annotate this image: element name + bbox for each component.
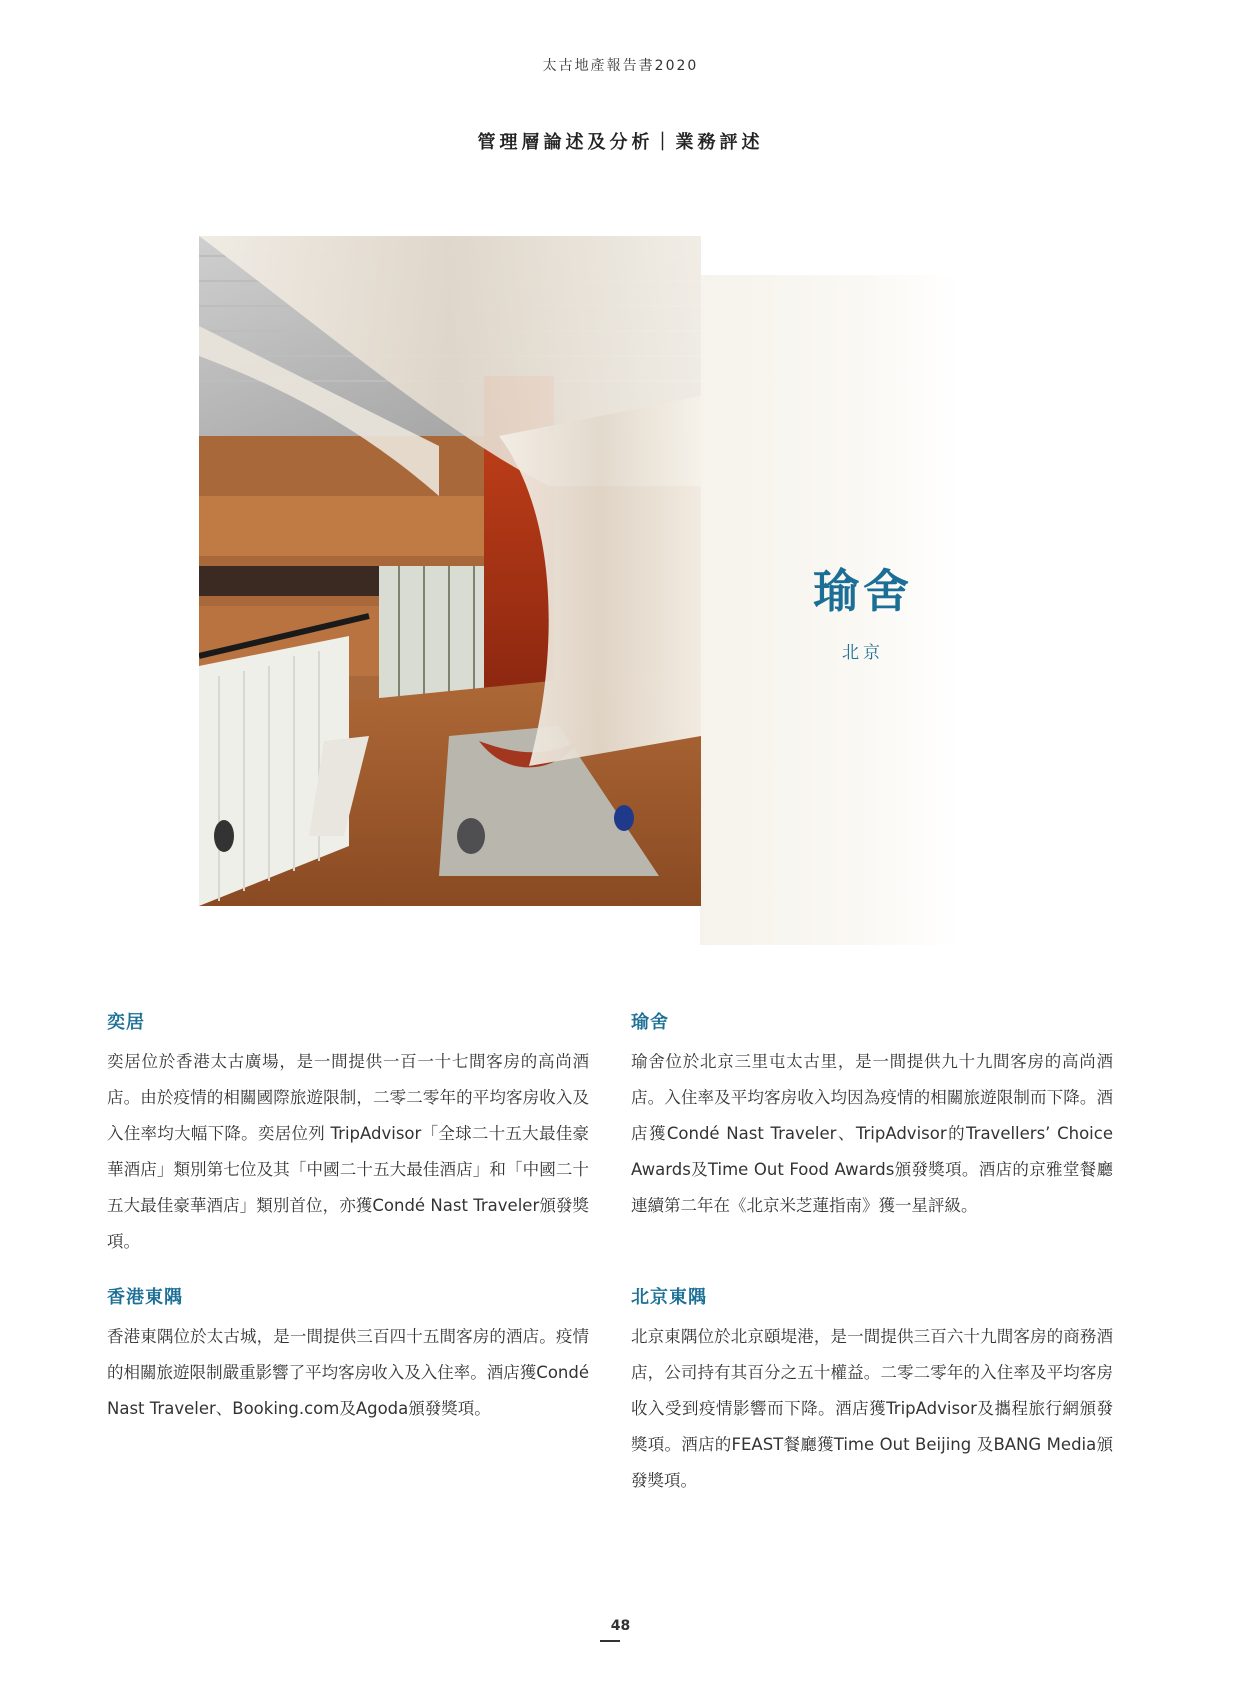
section-heading: 北京東隅 bbox=[631, 1287, 707, 1308]
page-number: 48 bbox=[610, 1618, 631, 1634]
hotel-photo bbox=[199, 236, 701, 906]
section-heading: 奕居 bbox=[107, 1012, 145, 1033]
section-body: 奕居位於香港太古廣場，是一間提供一百一十七間客房的高尚酒店。由於疫情的相關國際旅遊限制，二零二零年的平均客房收入及入住率均大幅下降。奕居位列 TripAdvisor「全球二十五大最佳豪華酒店」類別第七位及其「中國二十五大最佳酒店」和「中國二十五大最佳豪華酒店」類別首位，亦獲Condé Nast Traveler頒發獎項。 bbox=[107, 1052, 589, 1251]
section-east-hong-kong bbox=[107, 1283, 589, 1427]
section-heading: 瑜舍 bbox=[631, 1012, 669, 1033]
page-number-underline bbox=[600, 1640, 620, 1642]
section-heading: 香港東隅 bbox=[107, 1287, 183, 1308]
feature-hotel-name: 瑜舍 bbox=[813, 564, 913, 618]
section-east-residence bbox=[107, 1008, 589, 1260]
section-east-beijing bbox=[631, 1283, 1113, 1499]
feature-hotel-city: 北京 bbox=[842, 643, 884, 663]
section-body: 北京東隅位於北京頤堤港，是一間提供三百六十九間客房的商務酒店，公司持有其百分之五十權益。二零二零年的入住率及平均客房收入受到疫情影響而下降。酒店獲TripAdvisor及攜程旅行網頒發獎項。酒店的FEAST餐廳獲Time Out Beijing 及BANG Media頒發獎項。 bbox=[631, 1327, 1113, 1490]
report-title: 太古地產報告書2020 bbox=[542, 58, 699, 74]
section-opposite-house bbox=[631, 1008, 1113, 1224]
section-body: 瑜舍位於北京三里屯太古里，是一間提供九十九間客房的高尚酒店。入住率及平均客房收入均因為疫情的相關旅遊限制而下降。酒店獲Condé Nast Traveler、TripAdvisor的Travellers’ Choice Awards及Time Out Food Awards頒發獎項。酒店的京雅堂餐廳連續第二年在《北京米芝蓮指南》獲一星評級。 bbox=[631, 1052, 1113, 1215]
section-body: 香港東隅位於太古城，是一間提供三百四十五間客房的酒店。疫情的相關旅遊限制嚴重影響了平均客房收入及入住率。酒店獲Condé Nast Traveler、Booking.com及Agoda頒發獎項。 bbox=[107, 1327, 589, 1418]
section-title: 管理層論述及分析｜業務評述 bbox=[477, 132, 764, 153]
